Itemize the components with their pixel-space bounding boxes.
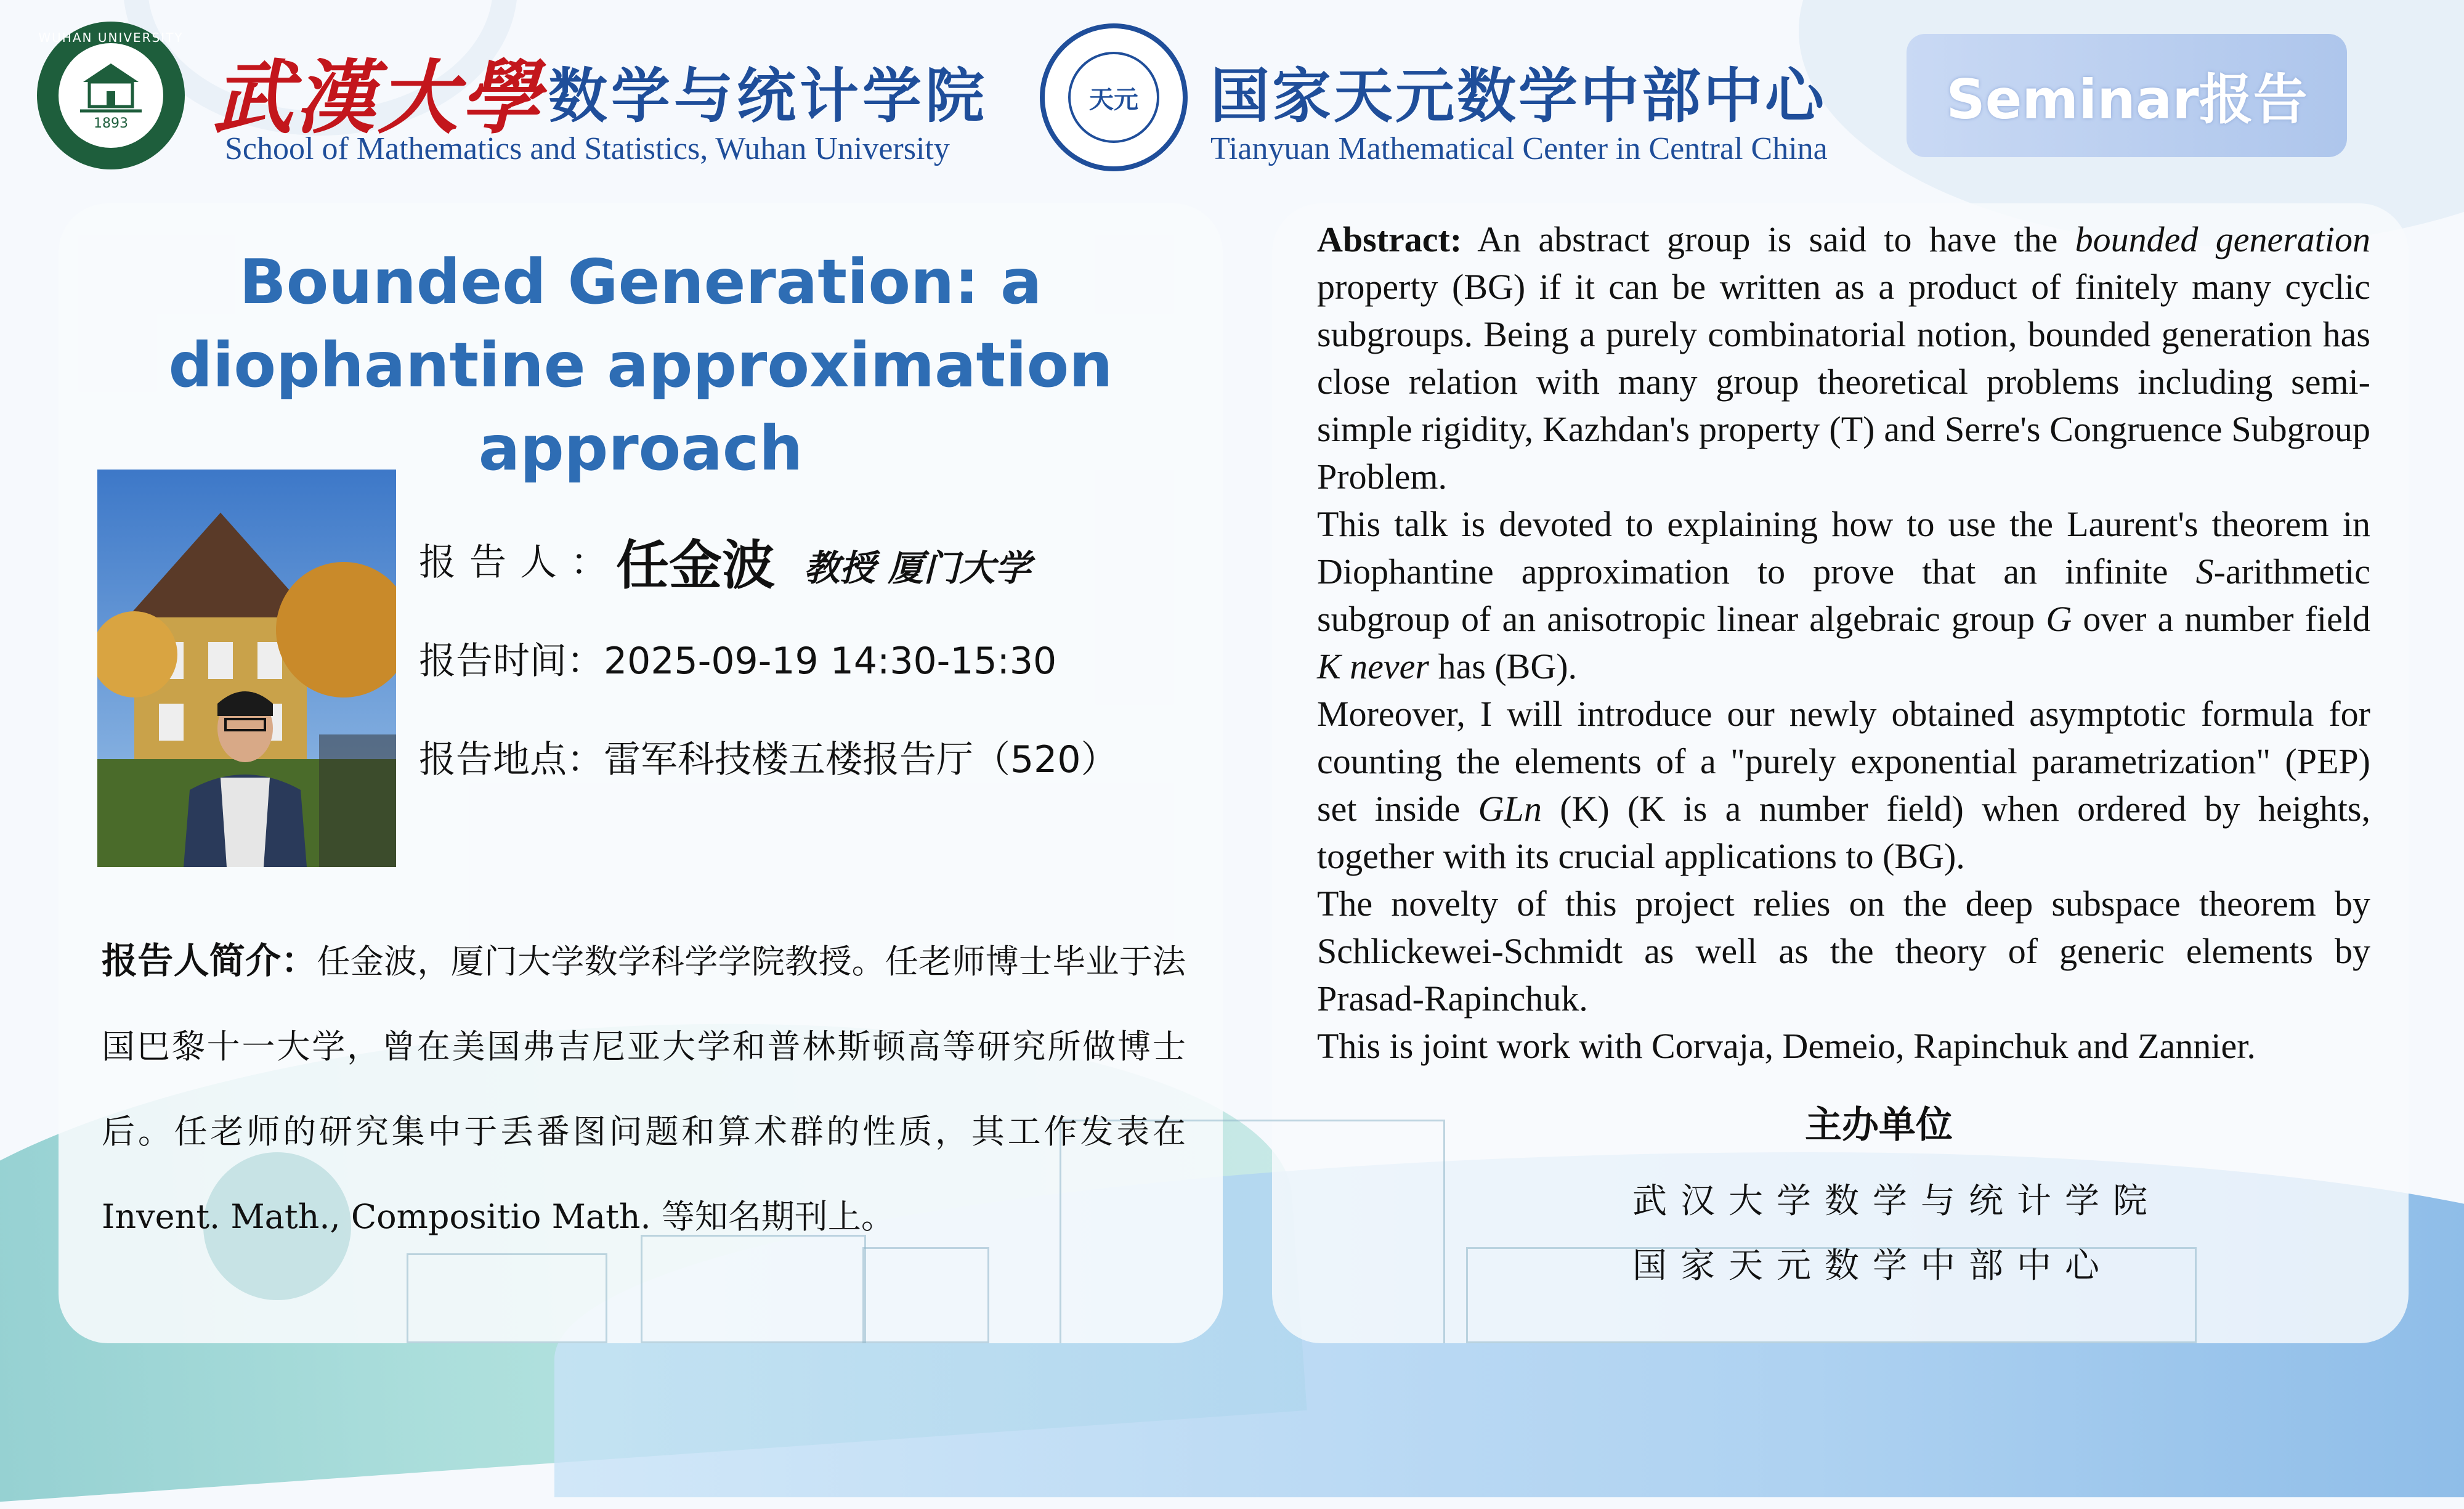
bio-label: 报告人简介：	[102, 940, 317, 982]
abstract-paragraph-3	[1317, 690, 2370, 880]
tmc-logo	[1040, 23, 1188, 171]
organizer-1: 武汉大学数学与统计学院	[1632, 1181, 2161, 1221]
school-name-cn: 数学与统计学院	[548, 62, 988, 131]
abstract-text: has (BG).	[1429, 646, 1578, 686]
speaker-photo-image	[97, 470, 396, 867]
speaker-bio	[102, 918, 1186, 1259]
abstract-text: property (BG) if it can be written as a product of finitely many cyclic subgroups. Being a purely combinatorial notion, bounded generation has close relation with many group theoretical problems including semi-simple rigidity, Kazhdan's property (T) and Serre's Congruence Subgroup Problem.	[1317, 267, 2370, 497]
abstract-text: An abstract group is said to have the	[1477, 219, 2075, 259]
abstract-paragraph-4: The novelty of this project relies on the deep subspace theorem by Schlickewei-Schmidt as well as the theory of generic elements by Prasad-Rapinchuk.	[1317, 884, 2370, 1019]
abstract-emphasis: bounded generation	[2075, 219, 2370, 259]
abstract-text: (K) (K is a number field) when ordered by heights, together with its crucial applications to (BG).	[1317, 789, 2370, 876]
building-silhouette-3	[862, 1247, 989, 1343]
abstract-text: over a number field	[2072, 599, 2370, 639]
building-icon	[77, 60, 145, 116]
center-name-en: Tianyuan Mathematical Center in Central China	[1210, 131, 1828, 166]
whu-name-cn: 武漢大學	[213, 51, 543, 145]
abstract-math: G	[2046, 599, 2072, 639]
abstract-paragraph-2	[1317, 500, 2370, 690]
whu-logo-year: 1893	[94, 115, 128, 131]
building-silhouette-1	[407, 1253, 607, 1343]
speaker-affiliation: 教授 厦门大学	[804, 547, 1031, 589]
abstract-emphasis: K never	[1317, 646, 1429, 686]
abstract	[1317, 216, 2370, 1070]
abstract-text: This talk is devoted to explaining how to use the Laurent's theorem in Diophantine approximation to prove that an infinite	[1317, 504, 2370, 592]
abstract-paragraph-5: This is joint work with Corvaja, Demeio, Rapinchuk and Zannier.	[1317, 1026, 2256, 1066]
talk-title: Bounded Generation: a diophantine approximation approach	[168, 246, 1113, 484]
center-name-cn: 国家天元数学中部中心	[1210, 62, 1826, 131]
whu-logo-emblem	[59, 43, 163, 148]
speaker-photo	[97, 470, 396, 867]
abstract-label: Abstract:	[1317, 219, 1462, 259]
abstract-math: S	[2195, 551, 2214, 592]
bio-text: 任金波，厦门大学数学科学学院教授。任老师博士毕业于法国巴黎十一大学，曾在美国弗吉尼亚大学和普林斯顿高等研究所做博士后。任老师的研究集中于丢番图问题和算术群的性质，其工作发表在 Invent. Math., Compositio Math. 等知名期刊上。	[102, 942, 1186, 1236]
abstract-math: GLn	[1478, 789, 1542, 829]
speaker-name: 任金波	[616, 534, 775, 596]
tmc-logo-emblem: 天元	[1068, 52, 1159, 143]
whu-logo-text: WUHAN UNIVERSITY	[38, 30, 184, 45]
talk-place: 报告地点：雷军科技楼五楼报告厅（520）	[419, 738, 1118, 781]
whu-logo	[37, 22, 185, 169]
organizer-2: 国家天元数学中部中心	[1632, 1246, 2113, 1286]
organizers-title: 主办单位	[1805, 1104, 1953, 1147]
speaker-label: 报告人：	[419, 541, 621, 584]
talk-time: 报告时间：2025-09-19 14:30-15:30	[419, 640, 1057, 683]
abstract-text: -arithmetic subgroup of an anisotropic linear algebraic group	[1317, 551, 2370, 639]
abstract-text: Moreover, I will introduce our newly obtained asymptotic formula for counting the elements of a "purely exponential parametrization" (PEP) set inside	[1317, 694, 2370, 829]
abstract-paragraph-1	[1317, 216, 2370, 500]
school-name-en: School of Mathematics and Statistics, Wuhan University	[225, 131, 950, 166]
seminar-badge: Seminar报告	[1907, 34, 2347, 157]
